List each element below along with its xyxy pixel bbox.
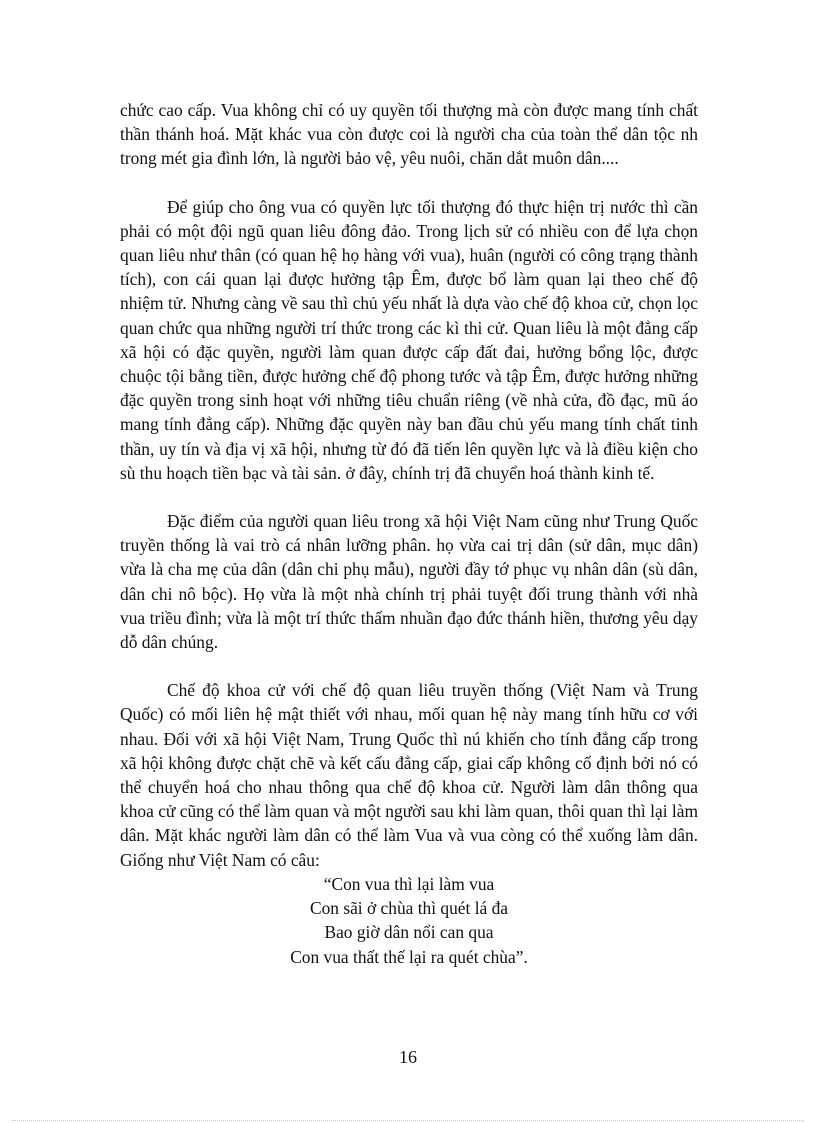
paragraph-gap (120, 171, 698, 195)
poem-line-4: Con vua thất thế lại ra quét chùa”. (290, 946, 528, 967)
page-number: 16 (399, 1047, 417, 1067)
poem-line-1: “Con vua thì lại làm vua (323, 873, 495, 894)
poem-line-3: Bao giờ dân nổi can qua (324, 922, 494, 943)
poem-line-2: Con sãi ở chùa thì quét lá đa (309, 898, 509, 919)
paragraph-3: Đặc điểm của người quan liêu trong xã hội Việt Nam cũng như Trung Quốc truyền thống là vai trò cá nhân lưỡng phân. họ vừa cai trị dân (sử dân, mục dân) vừa là cha mẹ của dân (dân chi phụ mẫu), người đầy tớ phục vụ nhân dân (sù dân, dân chi nô bộc). Họ vừa là một nhà chính trị phải tuyệt đối trung thành với nhà vua triều đình; vừa là một trí thức thấm nhuần đạo đức thánh hiền, thương yêu dạy dỗ dân chúng. (120, 511, 698, 653)
paragraph-gap (120, 654, 698, 678)
paragraph-1: chức cao cấp. Vua không chỉ có uy quyền tối thượng mà còn được mang tính chất thần thánh hoá. Mặt khác vua còn được coi là người cha của toàn thể dân tộc nh trong mét gia đình lớn, là người bảo vệ, yêu nuôi, chăn dắt muôn dân.... (120, 100, 698, 169)
paragraph-gap (120, 485, 698, 509)
page-bottom-divider (12, 1120, 804, 1121)
paragraph-4: Chế độ khoa cử với chế độ quan liêu truyền thống (Việt Nam và Trung Quốc) có mối liên hệ mật thiết với nhau, mối quan hệ này mang tính hữu cơ với nhau. Đối với xã hội Việt Nam, Trung Quốc thì nú khiến cho tính đẳng cấp trong xã hội không được chặt chẽ và kết cấu đẳng cấp, giai cấp không cố định bởi nó có thể chuyển hoá cho nhau thông qua chế độ khoa cử. Người làm dân thông qua khoa cử cũng có thể làm quan và một người sau khi làm quan, thôi quan thì lại làm dân. Mặt khác người làm dân có thể làm Vua và vua còng có thể xuống làm dân. Giống như Việt Nam có câu: (120, 680, 698, 870)
paragraph-2: Để giúp cho ông vua có quyền lực tối thượng đó thực hiện trị nước thì cần phải có một đội ngũ quan liêu đông đảo. Trong lịch sử có nhiều con để lựa chọn quan liêu như thân (có quan hệ họ hàng với vua), huân (người có công trạng thành tích), con cái quan lại được hưởng tập Êm, được bổ làm quan lại theo chế độ nhiệm tử. Nhưng càng về sau thì chủ yếu nhất là dựa vào chế độ khoa cử, chọn lọc quan chức qua những người trí thức trong các kì thi cử. Quan liêu là một đẳng cấp xã hội có đặc quyền, người làm quan được cấp đất đai, hưởng bổng lộc, được chuộc tội bằng tiền, được hưởng chế độ phong tước và tập Êm, được hưởng những đặc quyền trong sinh hoạt với những tiêu chuẩn riêng (về nhà cửa, đồ đạc, mũ áo mang tính đẳng cấp). Những đặc quyền này ban đầu chủ yếu mang tính chất tinh thần, uy tín và địa vị xã hội, nhưng từ đó đã tiến lên quyền lực và là điều kiện cho sù thu hoạch tiền bạc và tài sản. ở đây, chính trị đã chuyển hoá thành kinh tế. (120, 196, 698, 483)
document-body (120, 98, 698, 969)
poem-block (120, 872, 698, 969)
